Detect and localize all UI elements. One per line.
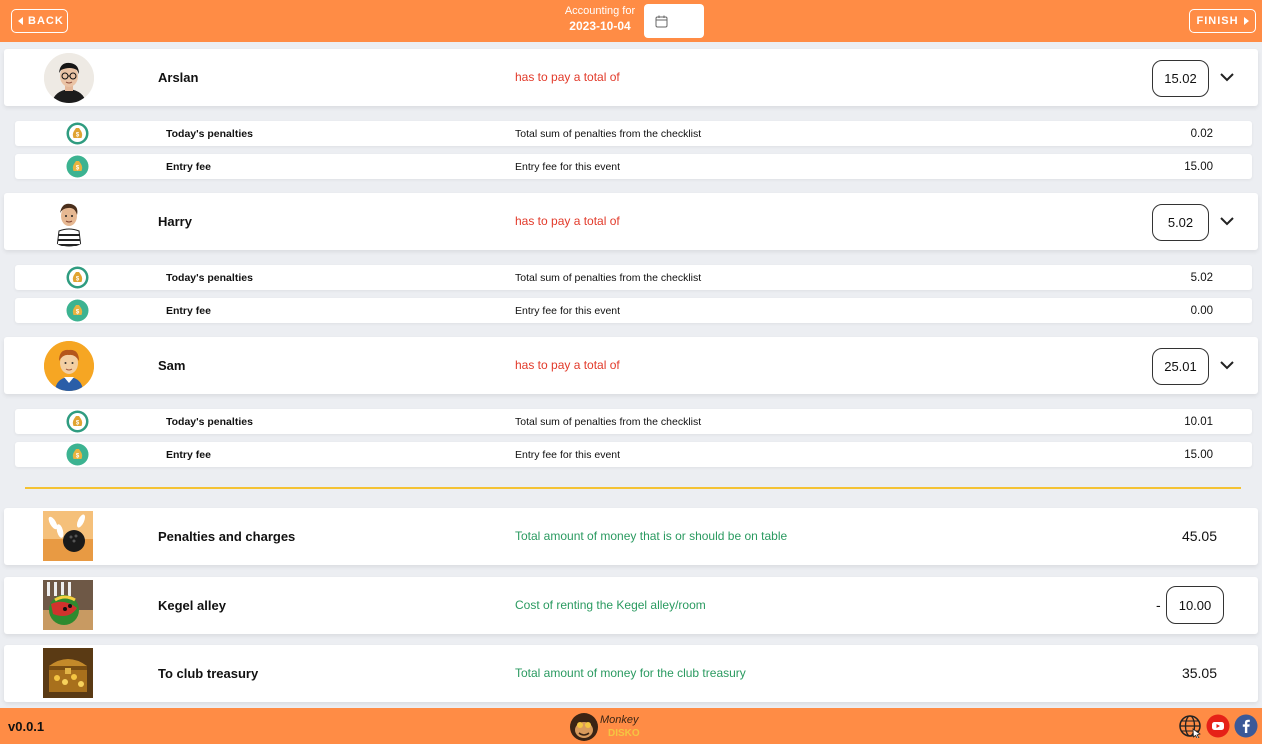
person-card-sam[interactable] <box>4 337 1258 394</box>
svg-text:$: $ <box>75 453 80 460</box>
detail-label: Entry fee <box>166 449 211 461</box>
finish-button-label: FINISH <box>1196 15 1239 27</box>
person-total-value: 5.02 <box>1167 215 1194 230</box>
money-bag-icon <box>66 155 89 178</box>
money-bag-icon <box>66 122 89 145</box>
treasure-chest-icon <box>43 648 93 698</box>
person-pay-text: has to pay a total of <box>515 214 620 228</box>
person-name: Harry <box>158 214 192 229</box>
person-total-value: 15.02 <box>1164 71 1197 86</box>
summary-description: Total amount of money that is or should be on table <box>515 529 788 543</box>
minus-sign: - <box>1156 597 1161 613</box>
detail-row-penalties <box>15 265 1252 290</box>
avatar-sam <box>44 341 94 391</box>
calendar-icon <box>655 15 668 28</box>
accounting-date: 2023-10-04 <box>569 19 631 33</box>
back-button[interactable] <box>11 9 68 33</box>
detail-value: 15.00 <box>1184 161 1213 173</box>
detail-description: Entry fee for this event <box>515 305 621 317</box>
facebook-icon[interactable] <box>1234 714 1258 738</box>
detail-label: Today's penalties <box>166 416 253 428</box>
section-divider <box>25 487 1241 489</box>
detail-value: 15.00 <box>1184 449 1213 461</box>
summary-name: Kegel alley <box>158 598 226 613</box>
app-version: v0.0.1 <box>8 719 45 734</box>
kegel-alley-cost-input[interactable] <box>1166 586 1224 624</box>
detail-row-penalties <box>15 409 1252 434</box>
person-pay-text: has to pay a total of <box>515 70 620 84</box>
person-name: Sam <box>158 358 186 373</box>
money-bag-icon <box>66 266 89 289</box>
caret-left-icon <box>18 17 23 25</box>
summary-value: 45.05 <box>1181 528 1217 544</box>
detail-label: Today's penalties <box>166 128 253 140</box>
chevron-down-icon[interactable] <box>1219 70 1235 84</box>
person-name: Arslan <box>158 70 199 85</box>
detail-description: Total sum of penalties from the checklist <box>515 128 702 140</box>
avatar-harry <box>44 197 94 247</box>
chevron-down-icon[interactable] <box>1219 214 1235 228</box>
summary-row-club-treasury <box>4 645 1258 702</box>
caret-right-icon <box>1244 17 1249 25</box>
bowling-strike-icon <box>43 511 93 561</box>
summary-name: Penalties and charges <box>158 529 296 544</box>
person-card-harry[interactable] <box>4 193 1258 250</box>
detail-value: 10.01 <box>1184 416 1213 428</box>
summary-row-penalties-and-charges <box>4 508 1258 565</box>
person-total-value: 25.01 <box>1164 359 1197 374</box>
footer-bar <box>0 708 1262 744</box>
person-card-arslan[interactable] <box>4 49 1258 106</box>
summary-description: Cost of renting the Kegel alley/room <box>515 598 706 612</box>
summary-name: To club treasury <box>158 666 259 681</box>
person-total-amount <box>1152 60 1209 97</box>
logo-text-top: Monkey <box>600 714 639 726</box>
logo-text-bottom: DISKO <box>608 728 640 739</box>
detail-description: Total sum of penalties from the checklist <box>515 272 702 284</box>
svg-text:$: $ <box>75 132 80 139</box>
money-bag-icon <box>66 410 89 433</box>
person-total-amount <box>1152 348 1209 385</box>
detail-description: Entry fee for this event <box>515 161 621 173</box>
detail-description: Entry fee for this event <box>515 449 621 461</box>
finish-button[interactable] <box>1189 9 1256 33</box>
detail-row-penalties <box>15 121 1252 146</box>
svg-text:$: $ <box>75 420 80 427</box>
detail-description: Total sum of penalties from the checklist <box>515 416 702 428</box>
detail-value: 0.00 <box>1190 305 1213 317</box>
detail-row-entry-fee <box>15 298 1252 323</box>
summary-value: 35.05 <box>1181 665 1217 681</box>
bowling-ball-icon <box>43 580 93 630</box>
kegel-alley-cost-value: 10.00 <box>1178 597 1212 613</box>
detail-row-entry-fee <box>15 154 1252 179</box>
svg-text:$: $ <box>75 276 80 283</box>
date-picker-button[interactable] <box>644 4 704 38</box>
youtube-icon[interactable] <box>1206 714 1230 738</box>
summary-row-kegel-alley <box>4 577 1258 634</box>
detail-label: Today's penalties <box>166 272 253 284</box>
detail-value: 0.02 <box>1190 128 1213 140</box>
detail-label: Entry fee <box>166 161 211 173</box>
globe-icon[interactable] <box>1178 714 1202 738</box>
detail-label: Entry fee <box>166 305 211 317</box>
monkey-disko-logo <box>568 710 658 742</box>
person-pay-text: has to pay a total of <box>515 358 620 372</box>
detail-row-entry-fee <box>15 442 1252 467</box>
svg-text:$: $ <box>75 309 80 316</box>
chevron-down-icon[interactable] <box>1219 358 1235 372</box>
accounting-heading <box>560 4 640 34</box>
detail-value: 5.02 <box>1190 272 1213 284</box>
accounting-label: Accounting for <box>564 5 636 17</box>
top-bar <box>0 0 1262 42</box>
svg-text:$: $ <box>75 165 80 172</box>
money-bag-icon <box>66 299 89 322</box>
back-button-label: BACK <box>28 15 64 27</box>
money-bag-icon <box>66 443 89 466</box>
person-total-amount <box>1152 204 1209 241</box>
summary-description: Total amount of money for the club treasury <box>515 666 746 680</box>
avatar-arslan <box>44 53 94 103</box>
